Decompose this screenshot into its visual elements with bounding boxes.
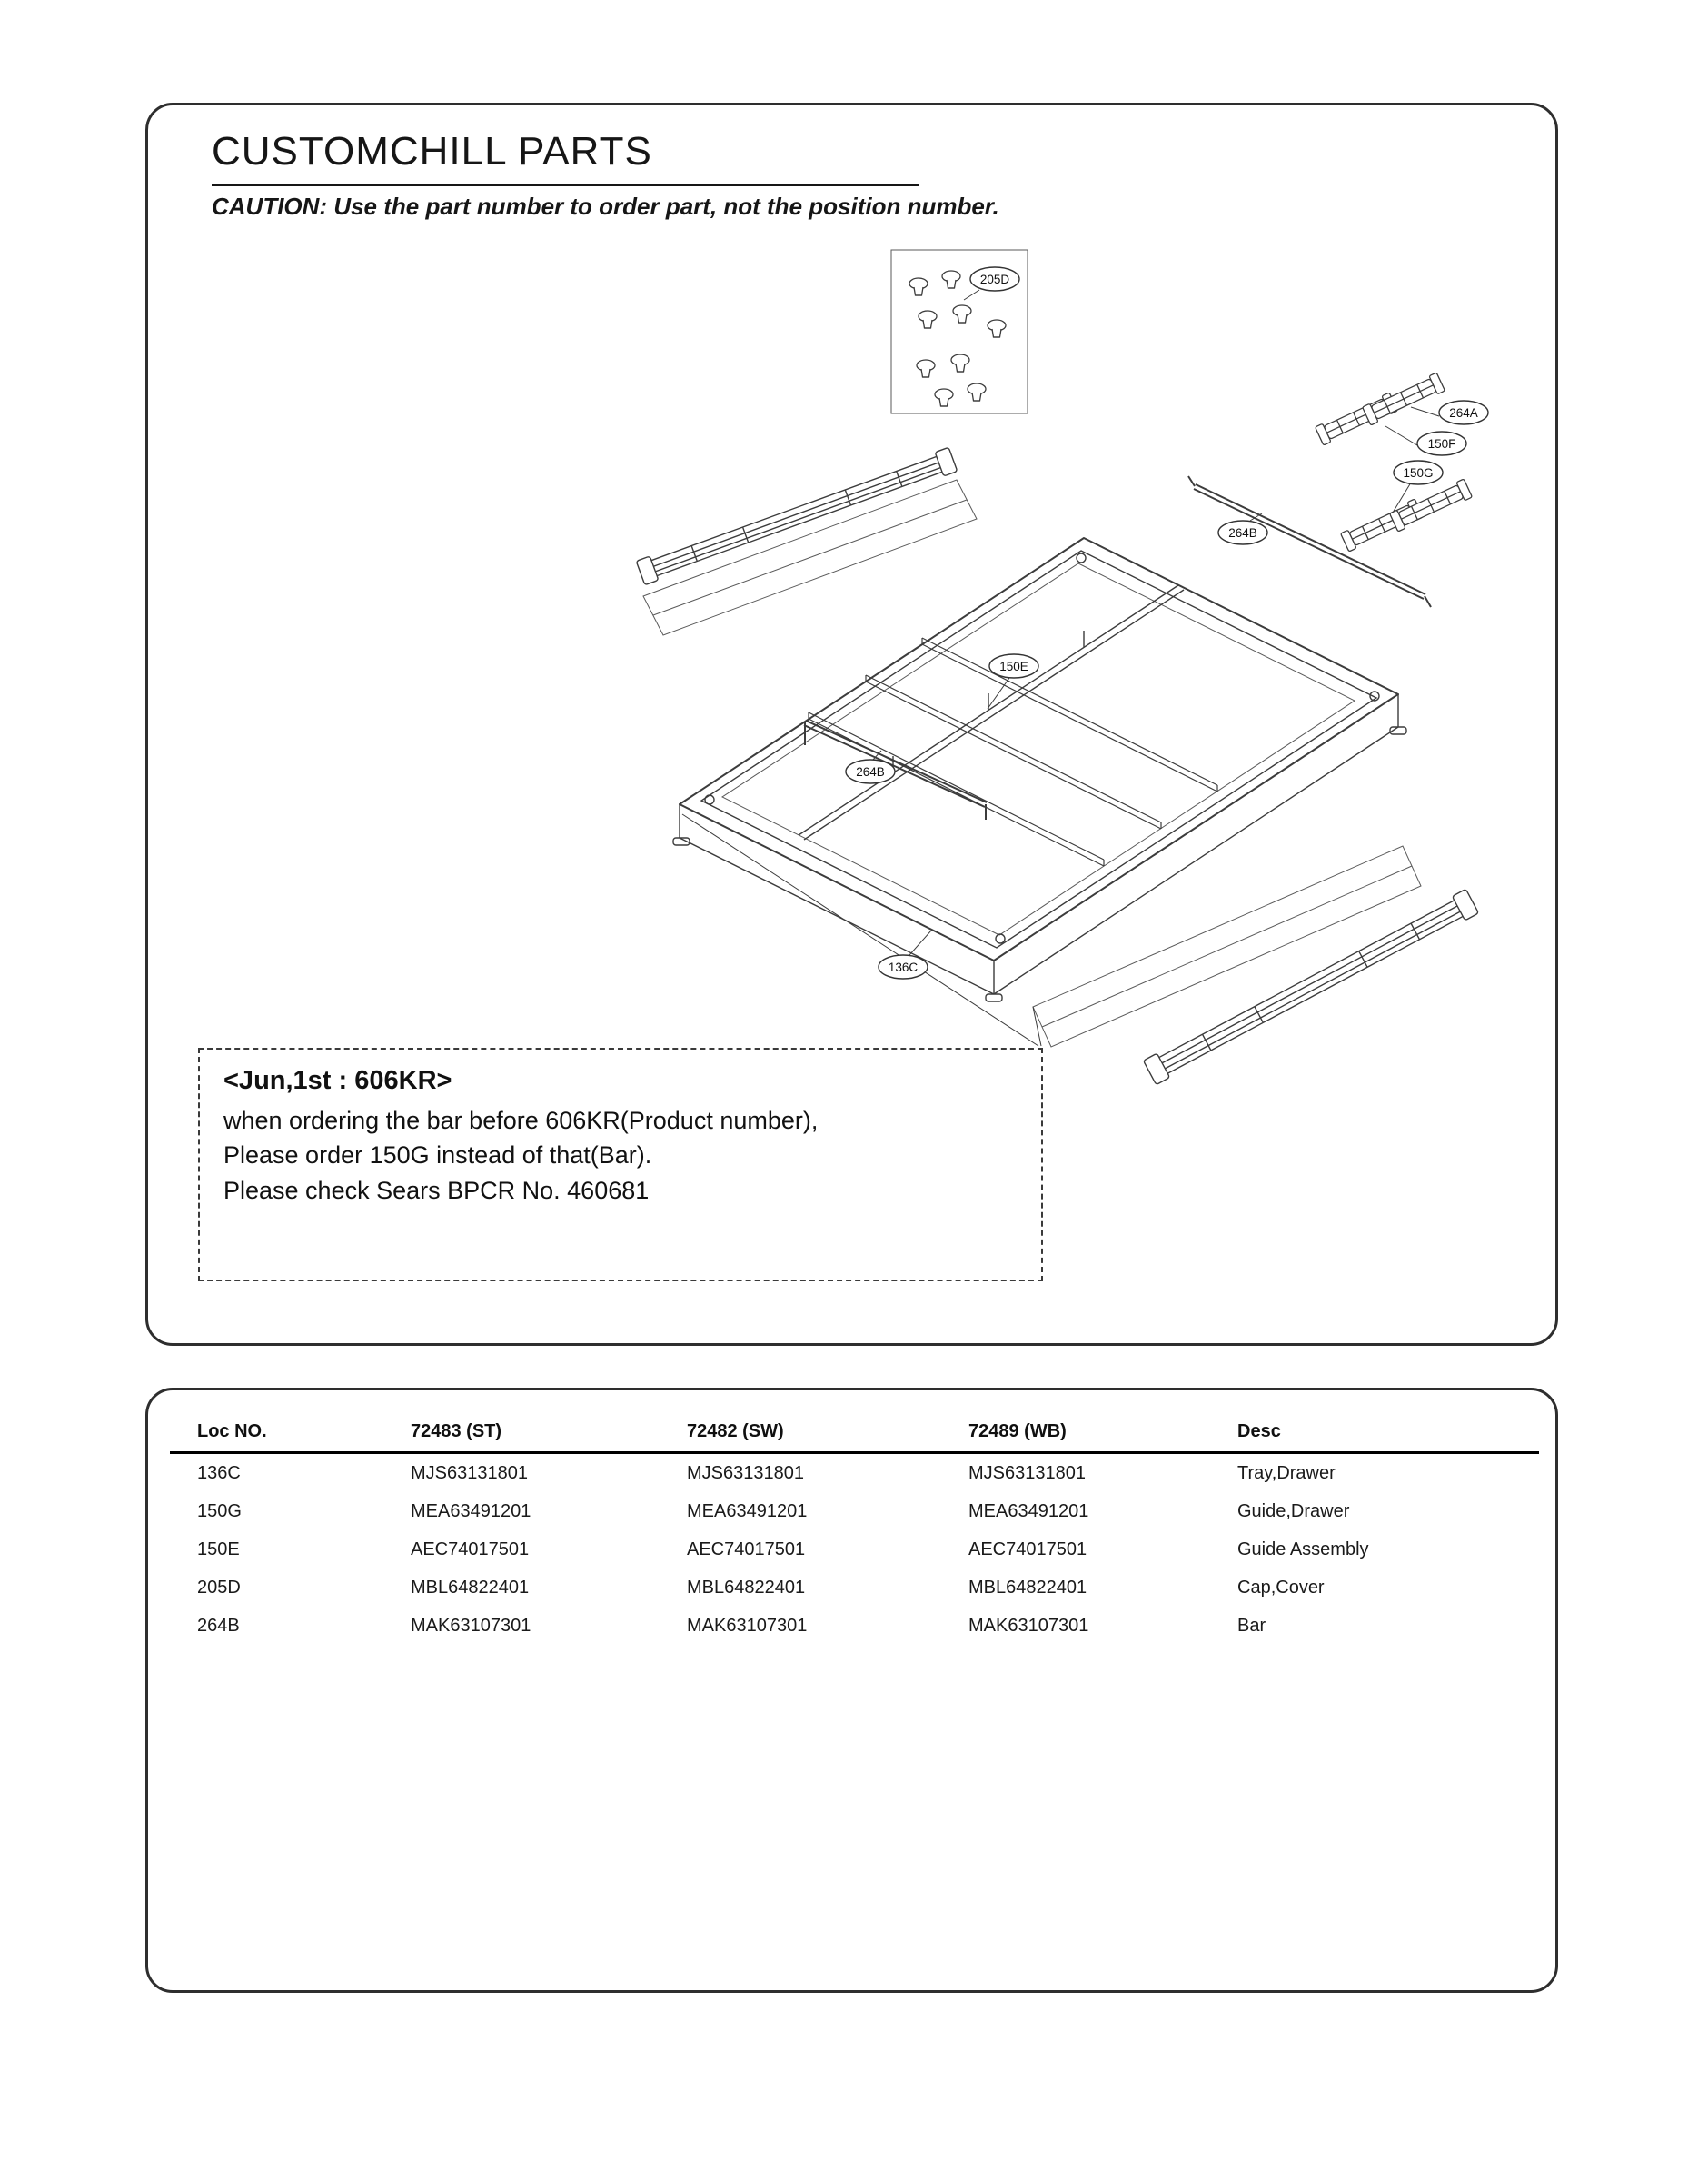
svg-text:205D: 205D (979, 273, 1010, 286)
cell-wb: MBL64822401 (968, 1578, 1087, 1598)
caution-text: CAUTION: Use the part number to order part, not the position number. (212, 193, 999, 220)
svg-text:136C: 136C (888, 961, 919, 974)
cell-sw: AEC74017501 (687, 1539, 806, 1559)
page-title: CUSTOMCHILL PARTS (212, 129, 652, 174)
tray-drawer-drawing (673, 538, 1406, 1001)
table-row (170, 1569, 1539, 1607)
note-leader-line-2 (1033, 1007, 1041, 1046)
cell-st: AEC74017501 (411, 1539, 530, 1559)
cell-st: MJS63131801 (411, 1463, 528, 1483)
cell-sw: MJS63131801 (687, 1463, 804, 1483)
cell-sw: MAK63107301 (687, 1616, 808, 1636)
cell-desc: Cap,Cover (1237, 1578, 1325, 1598)
callout-205d (964, 267, 1019, 300)
callout-136c (879, 931, 931, 979)
cell-desc: Guide Assembly (1237, 1539, 1369, 1559)
drawer-guide-left-assembly (636, 447, 977, 635)
note-line: when ordering the bar before 606KR(Product number), (223, 1107, 819, 1134)
parts-table-panel (145, 1388, 1558, 1993)
table-row (170, 1453, 1539, 1493)
svg-text:150G: 150G (1403, 466, 1434, 480)
table-row (170, 1607, 1539, 1645)
header-72482-sw: 72482 (SW) (687, 1403, 968, 1453)
table-row (170, 1492, 1539, 1530)
cell-wb: MJS63131801 (968, 1463, 1086, 1483)
svg-text:264B: 264B (856, 765, 885, 779)
note-leader-line (682, 814, 1038, 1046)
callout-264b-top (1218, 513, 1267, 544)
svg-text:264B: 264B (1228, 526, 1257, 540)
cell-st: MBL64822401 (411, 1578, 530, 1598)
cell-loc: 136C (197, 1463, 241, 1483)
parts-table (170, 1403, 1539, 1645)
table-row (170, 1530, 1539, 1569)
diagram-panel (145, 103, 1558, 1346)
callout-150f (1385, 426, 1466, 455)
note-heading: <Jun,1st : 606KR> (223, 1066, 452, 1095)
table-header-row (170, 1403, 1539, 1453)
drawer-guide-right-assembly (1033, 846, 1479, 1085)
svg-text:264A: 264A (1449, 406, 1478, 420)
bar-top-drawing (1188, 476, 1431, 607)
cell-sw: MEA63491201 (687, 1501, 808, 1521)
note-box (198, 1048, 1043, 1281)
callout-264a (1411, 401, 1488, 424)
cell-wb: MEA63491201 (968, 1501, 1089, 1521)
header-72489-wb: 72489 (WB) (968, 1403, 1237, 1453)
callout-150e (988, 654, 1038, 709)
cell-wb: MAK63107301 (968, 1616, 1089, 1636)
cell-st: MAK63107301 (411, 1616, 531, 1636)
cell-desc: Tray,Drawer (1237, 1463, 1336, 1483)
header-loc-no: Loc NO. (170, 1403, 411, 1453)
svg-text:150E: 150E (999, 660, 1028, 673)
cell-loc: 150G (197, 1501, 242, 1521)
cell-st: MEA63491201 (411, 1501, 531, 1521)
header-72483-st: 72483 (ST) (411, 1403, 687, 1453)
svg-text:150F: 150F (1427, 437, 1456, 451)
cell-desc: Guide,Drawer (1237, 1501, 1350, 1521)
cell-loc: 264B (197, 1616, 240, 1636)
cell-loc: 150E (197, 1539, 240, 1559)
cell-desc: Bar (1237, 1616, 1266, 1636)
cell-loc: 205D (197, 1578, 241, 1598)
header-desc: Desc (1237, 1403, 1539, 1453)
note-line: Please check Sears BPCR No. 460681 (223, 1176, 650, 1204)
cell-sw: MBL64822401 (687, 1578, 806, 1598)
drawer-guide-parts (1316, 373, 1473, 552)
note-line: Please order 150G instead of that(Bar). (223, 1141, 652, 1170)
cell-wb: AEC74017501 (968, 1539, 1087, 1559)
